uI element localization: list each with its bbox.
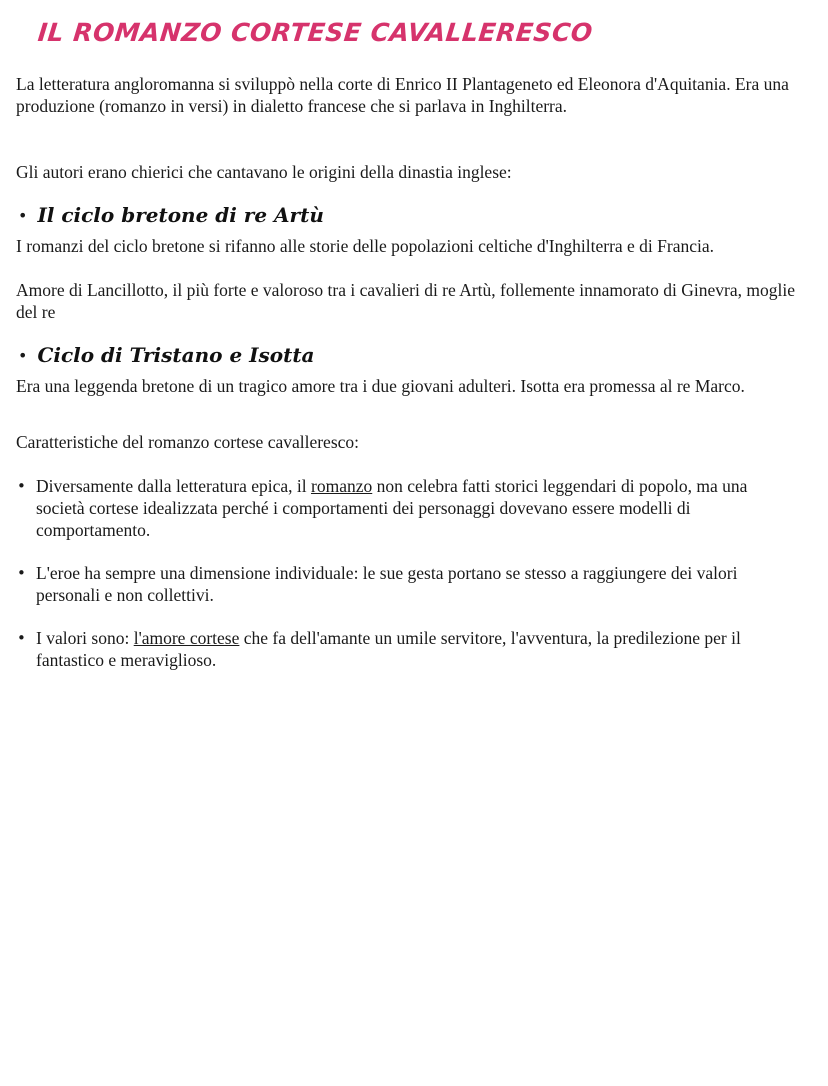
list-item <box>16 627 786 671</box>
list-item-text <box>36 475 786 541</box>
text-segment: L'eroe ha sempre una dimensione individuale: le sue gesta portano se stesso a raggiungere dei valori personali e non collettivi. <box>36 563 738 605</box>
ciclo-bretone-paragraph: I romanzi del ciclo bretone si rifanno alle storie delle popolazioni celtiche d'Inghilterra e di Francia. <box>16 236 715 256</box>
text-segment: che fa dell'amante un umile servitore, l'avventura, la predilezione per il fantastico e meraviglioso. <box>36 628 741 670</box>
text-segment: non celebra fatti storici leggendari di popolo, ma una società cortese idealizzata perché i comportamenti dei personaggi dovevano essere modelli di comportamento. <box>36 476 748 540</box>
page-title: IL ROMANZO CORTESE CAVALLERESCO <box>36 18 595 47</box>
text-segment: Diversamente dalla letteratura epica, il <box>36 476 312 496</box>
list-item-text <box>36 562 786 606</box>
text-segment: I valori sono: <box>36 628 134 648</box>
section-heading-text: Ciclo di Tristano e Isotta <box>37 343 315 367</box>
section-heading-tristano <box>16 343 315 367</box>
list-item <box>16 562 786 606</box>
tristano-paragraph: Era una leggenda bretone di un tragico amore tra i due giovani adulteri. Isotta era promessa al re Marco. <box>16 376 745 396</box>
list-item <box>16 475 786 541</box>
list-item-text <box>36 627 786 671</box>
characteristics-intro: Caratteristiche del romanzo cortese cavalleresco: <box>16 432 360 452</box>
bullet-icon: • <box>18 345 28 365</box>
underlined-term: romanzo <box>311 476 373 496</box>
lancillotto-paragraph: Amore di Lancillotto, il più forte e valoroso tra i cavalieri di re Artù, follemente innamorato di Ginevra, moglie del re <box>16 280 795 322</box>
intro-authors-paragraph: Gli autori erano chierici che cantavano le origini della dinastia inglese: <box>16 162 512 182</box>
bullet-icon: • <box>17 564 26 582</box>
section-heading-text: Il ciclo bretone di re Artù <box>37 203 324 227</box>
underlined-term: l'amore cortese <box>133 628 240 648</box>
characteristics-list <box>16 475 786 671</box>
bullet-icon: • <box>17 477 26 495</box>
section-heading-ciclo-bretone <box>16 203 324 227</box>
intro-paragraph: La letteratura angloromanna si sviluppò nella corte di Enrico II Plantageneto ed Eleonora d'Aquitania. Era una produzione (romanzo in versi) in dialetto francese che si parlava in Inghilterra. <box>16 74 789 116</box>
bullet-icon: • <box>18 205 28 225</box>
bullet-icon: • <box>17 629 26 647</box>
